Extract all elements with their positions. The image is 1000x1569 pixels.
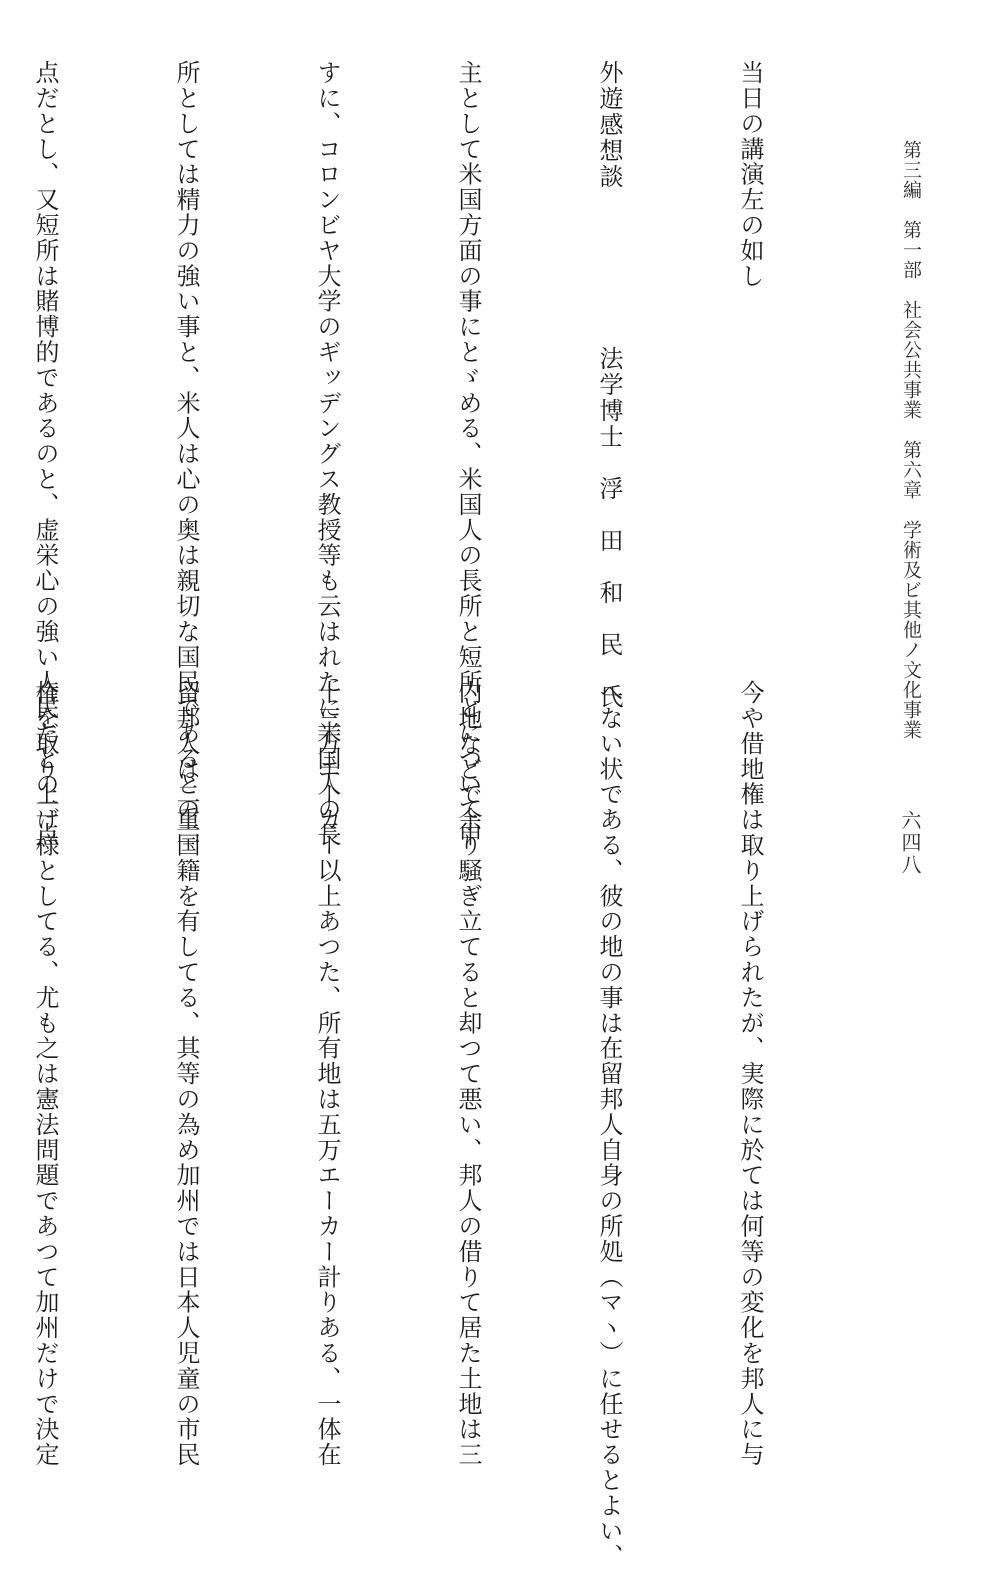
text-line: 点だとし、又短所は賭博的であるのと、虚栄心の強い人民だとの二点 bbox=[31, 60, 59, 848]
text-line: 主として米国方面の事にとゞめる、米国人の長所と短所とについて申 bbox=[454, 60, 482, 848]
text-line: へない状である、彼の地の事は在留邦人自身の所処（マヽ）に任せるとよい、 bbox=[595, 680, 623, 1569]
text-line: すに、コロンビヤ大学のギッデングス教授等も云はれたに米国人の長 bbox=[313, 60, 341, 848]
text-line: 十三万エーカー以上あつた、所有地は五万エーカー計りある、一体在 bbox=[313, 680, 341, 1468]
text-line: 今や借地権は取り上げられたが、実際に於ては何等の変化を邦人に与 bbox=[736, 680, 764, 1468]
running-header: 第三編 第一部 社会公共事業 第六章 学術及ビ其他ノ文化事業 bbox=[900, 140, 922, 740]
text-line: 留邦人は二重国籍を有してる、其等の為め加州では日本人児童の市民 bbox=[172, 680, 200, 1468]
upper-text-block bbox=[0, 60, 867, 848]
text-line: 当日の講演左の如し bbox=[736, 60, 764, 289]
page-number: 六四八 bbox=[898, 810, 922, 876]
text-line: 所としては精力の強い事と、米人は心の奥は親切な国民であるとの二 bbox=[172, 60, 200, 848]
lower-text-block bbox=[0, 680, 867, 1569]
lecture-title-line: 外遊感想談 法学博士 浮 田 和 民 氏 bbox=[595, 60, 623, 710]
text-line: 内地などで余り騒ぎ立てると却つて悪い、邦人の借りて居た土地は三 bbox=[454, 680, 482, 1468]
text-line: 権を取り上げ様としてる、尤も之は憲法問題であつて加州だけで決定 bbox=[31, 680, 59, 1468]
